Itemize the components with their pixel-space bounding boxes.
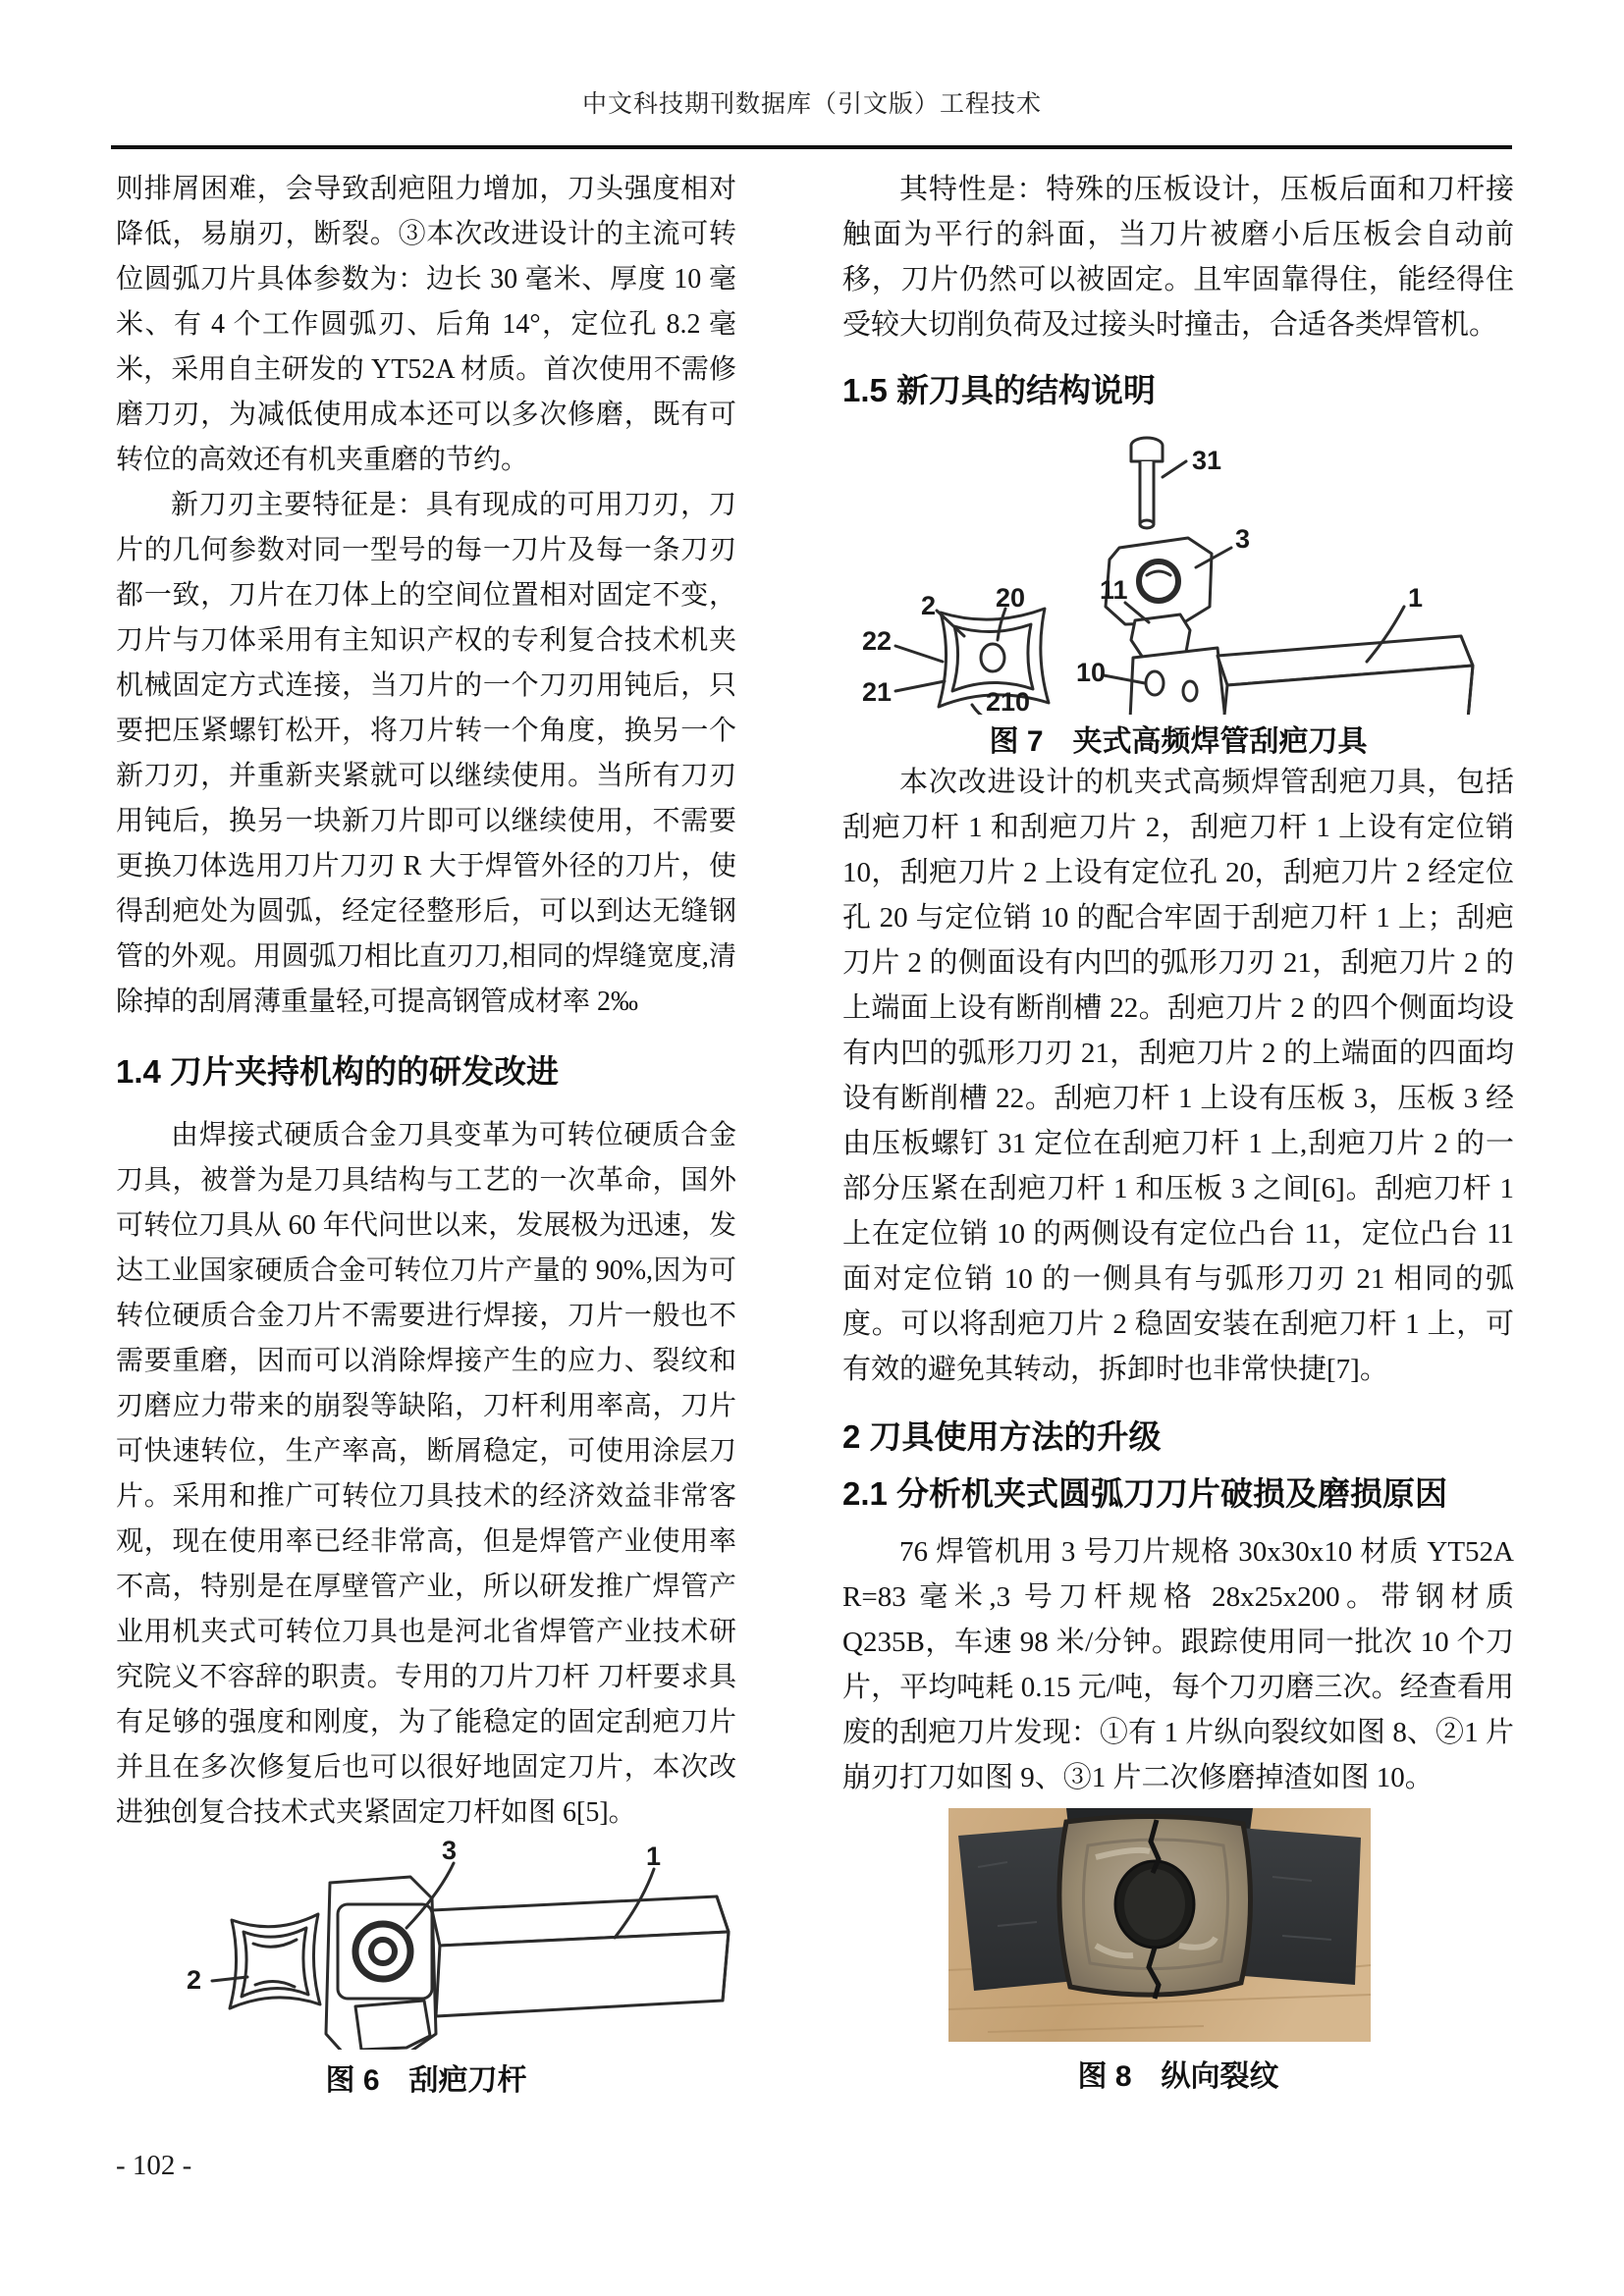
paragraph-clamp-plate-property: 其特性是：特殊的压板设计，压板后面和刀杆接触面为平行的斜面，当刀片被磨小后压板会自动前移，刀片仍然可以被固定。且牢固靠得住，能经得住受较大切削负荷及过接头时撞击，合适各类焊管机。 <box>842 174 1514 341</box>
figure7-label-210: 210 <box>986 687 1031 717</box>
figure8-caption: 图 8 纵向裂纹 <box>1077 2060 1279 2093</box>
paragraph-new-tool-structure: 本次改进设计的机夹式高频焊管刮疤刀具，包括刮疤刀杆 1 和刮疤刀片 2，刮疤刀杆 1 上设有定位销 10，刮疤刀片 2 上设有定位孔 20，刮疤刀片 2 经定位孔 20 与定位销 10 的配合牢固于刮疤刀杆 1 上；刮疤刀片 2 的侧面设有内凹的弧形刀刃 21，刮疤刀片 2 的上端面上设有断削槽 22。刮疤刀片 2 的四个侧面均设有内凹的弧形刀刃 21，刮疤刀片 2 的上端面的四面均设有断削槽 22。刮疤刀杆 1 上设有压板 3，压板 3 经由压板螺钉 31 定位在刮疤刀杆 1 上,刮疤刀片 2 的一部分压紧在刮疤刀杆 1 和压板 3 之间[6]。刮疤刀杆 1 上在定位销 10 的两侧设有定位凸台 11，定位凸台 11 面对定位销 10 的一侧具有与弧形刀刃 21 相同的弧度。可以将刮疤刀片 2 稳固安装在刮疤刀杆 1 上，可有效的避免其转动，拆卸时也非常快捷[7]。 <box>842 767 1514 1385</box>
section-heading-2: 2 刀具使用方法的升级 <box>842 1418 1162 1455</box>
figure7-label-2: 2 <box>921 591 937 620</box>
figure6-caption: 图 6 刮疤刀杆 <box>325 2064 527 2097</box>
section-heading-1-5: 1.5 新刀具的结构说明 <box>842 372 1157 408</box>
exploded-tool-drawing <box>842 428 1514 715</box>
journal-header: 中文科技期刊数据库（引文版）工程技术 <box>581 90 1042 118</box>
figure7-label-21: 21 <box>862 677 893 707</box>
toolholder-drawing <box>116 1842 736 2050</box>
crack-photo <box>948 1808 1371 2042</box>
figure-8 <box>842 1808 1514 2095</box>
figure7-label-1: 1 <box>1408 583 1424 613</box>
paragraph-new-blade-features: 新刀刃主要特征是：具有现成的可用刀刃，刀片的几何参数对同一型号的每一刀片及每一条刀刃都一致，刀片在刀体上的空间位置相对固定不变，刀片与刀体采用有主知识产权的专利复合技术机夹机械固定方式连接，当刀片的一个刀刃用钝后，只要把压紧螺钉松开，将刀片转一个角度，换另一个新刀刃，并重新夹紧就可以继续使用。当所有刀刃用钝后，换另一块新刀片即可以继续使用，不需要更换刀体选用刀片刀刃 R 大于焊管外径的刀片，使得刮疤处为圆弧，经定径整形后，可以到达无缝钢管的外观。用圆弧刀相比直刃刀,相同的焊缝宽度,清除掉的刮屑薄重量轻,可提高钢管成材率 2‰ <box>116 490 736 1017</box>
figure7-label-22: 22 <box>862 626 893 656</box>
paragraph-scrap-removal: 则排屑困难，会导致刮疤阻力增加，刀头强度相对降低，易崩刃，断裂。③本次改进设计的主流可转位圆弧刀片具体参数为：边长 30 毫米、厚度 10 毫米、有 4 个工作圆弧刃、后角 14°，定位孔 8.2 毫米，采用自主研发的 YT52A 材质。首次使用不需修磨刀刃，为减低使用成本还可以多次修磨，既有可转位的高效还有机夹重磨的节约。 <box>116 174 736 475</box>
right-column <box>842 167 1514 2095</box>
figure6-label-3: 3 <box>442 1836 458 1865</box>
page-number: - 102 - <box>116 2150 192 2181</box>
figure7-label-20: 20 <box>996 583 1026 613</box>
figure7-caption: 图 7 夹式高频焊管刮疤刀具 <box>989 725 1368 758</box>
figure7-label-10: 10 <box>1076 658 1107 687</box>
paragraph-wear-analysis: 76 焊管机用 3 号刀片规格 30x30x10 材质 YT52A R=83 毫米,3 号刀杆规格 28x25x200。带钢材质 Q235B，车速 98 米/分钟。跟踪使用同一批次 10 个刀片，平均吨耗 0.15 元/吨，每个刀刃磨三次。经查看用废的刮疤刀片发现：①有 1 片纵向裂纹如图 8、②1 片崩刃打刀如图 9、③1 片二次修磨掉渣如图 10。 <box>842 1536 1514 1793</box>
section-heading-2-1: 2.1 分析机夹式圆弧刀刀片破损及磨损原因 <box>842 1475 1448 1512</box>
left-column <box>116 167 736 2099</box>
figure6-label-1: 1 <box>646 1842 662 1871</box>
figure-7 <box>842 428 1514 760</box>
figure7-label-3: 3 <box>1235 524 1251 554</box>
header-rule <box>111 145 1512 149</box>
paragraph-clamping-mechanism: 由焊接式硬质合金刀具变革为可转位硬质合金刀具，被誉为是刀具结构与工艺的一次革命，国外可转位刀具从 60 年代问世以来，发展极为迅速，发达工业国家硬质合金可转位刀片产量的 90%,因为可转位硬质合金刀片不需要进行焊接，刀片一般也不需要重磨，因而可以消除焊接产生的应力、裂纹和刃磨应力带来的崩裂等缺陷，刀杆利用率高，刀片可快速转位，生产率高，断屑稳定，可使用涂层刀片。采用和推广可转位刀具技术的经济效益非常客观，现在使用率已经非常高，但是焊管产业使用率不高，特别是在厚壁管产业，所以研发推广焊管产业用机夹式可转位刀具也是河北省焊管产业技术研究院义不容辞的职责。专用的刀片刀杆 刀杆要求具有足够的强度和刚度，为了能稳定的固定刮疤刀片并且在多次修复后也可以很好地固定刀片，本次改进独创复合技术式夹紧固定刀杆如图 6[5]。 <box>116 1120 736 1828</box>
figure7-label-11: 11 <box>1100 575 1128 605</box>
figure-6 <box>116 1836 736 2099</box>
figure7-label-31: 31 <box>1192 446 1222 475</box>
section-heading-1-4: 1.4 刀片夹持机构的的研发改进 <box>116 1053 560 1090</box>
figure6-label-2: 2 <box>187 1965 202 1995</box>
